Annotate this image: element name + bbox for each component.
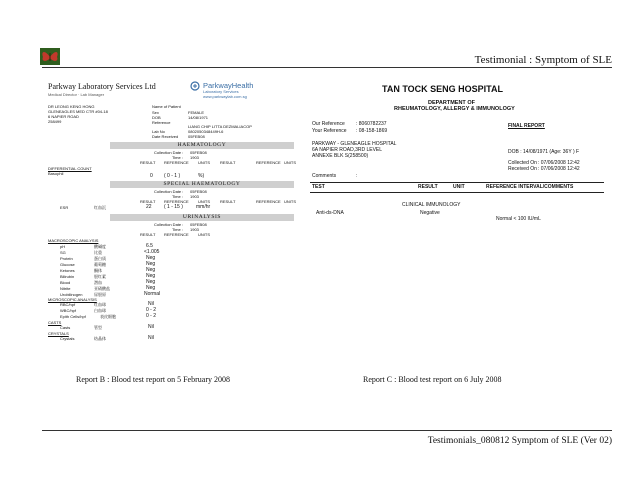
parkway-brand-sub: Laboratory Services bbox=[203, 89, 239, 94]
address-line: PARKWAY - GLENEAGLE HOSPITAL bbox=[312, 141, 397, 147]
micro-row-label: WBC/hpf bbox=[60, 308, 77, 313]
urine-row-value: Neg bbox=[146, 255, 156, 261]
test-result: Negative bbox=[420, 210, 440, 216]
macroscopic-label: MACROSCOPIC ANALYSIS bbox=[48, 238, 99, 243]
doctor-line: GLENEAGLES MED CTR #04-18 bbox=[48, 109, 108, 114]
haematology-header: HAEMATOLOGY bbox=[110, 142, 294, 149]
butterfly-icon bbox=[40, 48, 60, 65]
test-reference: Normal < 100 IU/mL bbox=[496, 216, 541, 222]
crystals-value: Nil bbox=[148, 335, 154, 341]
urine-row-value: Neg bbox=[146, 279, 156, 285]
basophil-unit: %) bbox=[198, 173, 205, 179]
crystals-label: CRYSTALS bbox=[48, 331, 69, 336]
patient-label: Date Received bbox=[152, 134, 179, 139]
column-header: TEST bbox=[312, 184, 325, 190]
lab-name: Parkway Laboratory Services Ltd bbox=[48, 82, 156, 91]
comments-value: : bbox=[356, 173, 358, 179]
patient-dob: DOB : 14/08/1971 (Age: 36Y ) F bbox=[508, 149, 580, 155]
patient-label: Reference bbox=[152, 120, 171, 125]
basophil-range: ( 0 - 1 ) bbox=[164, 173, 181, 179]
parkway-brand: ParkwayHealth bbox=[203, 81, 254, 90]
patient-label: Name of Patient bbox=[152, 104, 181, 109]
patient-label: DOB bbox=[152, 115, 161, 120]
basophil-value: 0 bbox=[150, 173, 153, 179]
urinalysis-header: URINALYSIS bbox=[110, 214, 294, 221]
urine-row-label: Blood bbox=[60, 280, 71, 285]
microscopic-label: MICROSCOPIC ANALYSIS bbox=[48, 297, 97, 302]
section-title: CLINICAL IMMUNOLOGY bbox=[402, 202, 461, 208]
esr-cn-label: 红血沉 bbox=[94, 205, 106, 210]
urine-row-value: 6.5 bbox=[146, 243, 153, 249]
patient-ref: 0802050348449H-6 bbox=[188, 129, 224, 134]
urine-row-label: pH bbox=[60, 244, 66, 249]
parkway-logo-icon bbox=[190, 81, 200, 91]
micro-row-value: 0 - 2 bbox=[146, 307, 157, 313]
header-divider bbox=[42, 67, 612, 68]
micro-row-label: Epith Cells/hpf bbox=[60, 314, 86, 319]
special-haematology-header: SPECIAL HAEMATOLOGY bbox=[110, 181, 294, 188]
report-c-image: TAN TOCK SENG HOSPITAL DEPARTMENT OF RHEUMATOLOGY, ALLERGY & IMMUNOLOGY Our Reference : 8060782237 Your Reference : 08-158-1869 FINAL REPORT PARKWAY - GLENEAGLE HOSPITAL 6A NAPIER ROAD,3RD LEVEL ANNEXE BLK S(258500) DOB : 14/08/1971 (Age: 36Y ) F Collected On : 07/06/2008 12:42 Received On : 07/06/2008 12:42 Comments : TEST RESULT UNIT REFERENCE INTERVAL/COMMENTS CLINICAL IMMUNOLOGY Anti-ds-DNA Negative Normal < 100 IU/mL bbox=[308, 77, 608, 345]
our-reference: : 8060782237 bbox=[356, 121, 387, 127]
patient-sex: FEMALE bbox=[188, 110, 205, 115]
column-header: UNIT bbox=[453, 184, 465, 190]
page-footer: Testimonials_080812 Symptom of SLE (Ver 02) bbox=[427, 436, 612, 446]
column-header: REFERENCE INTERVAL/COMMENTS bbox=[486, 184, 574, 190]
differential-count-label: DIFFERENTIAL COUNT bbox=[48, 166, 92, 171]
patient-ref: LIANG CHIP LITTA DEZMALIACOP bbox=[188, 124, 252, 129]
esr-range: ( 1 - 15 ) bbox=[164, 204, 183, 210]
page-header-title: Testimonial : Symptom of SLE bbox=[474, 54, 612, 66]
esr-value: 22 bbox=[146, 204, 152, 210]
urine-row-label: Urobilinogen bbox=[60, 292, 83, 297]
urine-row-value: Neg bbox=[146, 285, 156, 291]
doctor-line: 258499 bbox=[48, 119, 62, 124]
urine-row-value: Neg bbox=[146, 273, 156, 279]
report-c-caption: Report C : Blood test report on 6 July 2008 bbox=[363, 375, 502, 384]
urine-row-value: Neg bbox=[146, 261, 156, 267]
column-header: RESULT bbox=[418, 184, 438, 190]
parkway-url: www.parkwaylab.com.sg bbox=[203, 94, 247, 99]
hospital-name: TAN TOCK SENG HOSPITAL bbox=[382, 84, 504, 94]
casts-label: CASTS bbox=[48, 320, 62, 325]
patient-dob: 14/08/1971 bbox=[188, 115, 209, 120]
address-line: 6A NAPIER ROAD,3RD LEVEL bbox=[312, 147, 383, 153]
department-line2: RHEUMATOLOGY, ALLERGY & IMMUNOLOGY bbox=[394, 106, 515, 112]
urine-row-label: Bilirubin bbox=[60, 274, 75, 279]
esr-label: ESR bbox=[60, 205, 69, 210]
report-b-image: Parkway Laboratory Services Ltd Medical Director · Lab Manager ParkwayHealth Laboratory Services www.parkwaylab.com.sg DR LEONG KENG HONG GLENEAGLES MED CTR #04-18 6 NAPIER ROAD 258499 Name of Patient Sex DOB Reference Lab No Date Received FEMALE 14/08/1971 LIANG CHIP LITTA DEZMALIACOP 0802050348449H-6 05FEB08 HAEMATOLOGY Collection Date : 05FEB08 Time : 1903 RESULT REFERENCE UNITS RESULT REFERENCE UNITS DIFFERENTIAL COUNT Basophil 0 ( 0 - 1 ) %) SPECIAL HAEMATOLOGY Collection Date : 05FEB08 Time : 1903 RESULT REFERENCE UNITS RESULT REFERENCE UNITS ESR 红血沉 22 ( 1 - 15 ) mm/hr URINALYSIS Collection Date : 05FEB08 Time : 1903 RESULT REFERENCE UNITS MACROSCOPIC ANALYSIS pH 酸碱度 6.5 SG 比重 <1.005 Protein 蛋白质 Neg Glucose 葡萄糖 Neg Ketones 酮体 Neg Bilirubin 胆红素 Neg Blood 潜血 Neg Nitrite 亚硝酸盐 Neg Urobilinogen 尿胆原 Normal MICROSCOPIC ANALYSIS RBC/hpf 红血球 Nil WBC/hpf 白血球 0 - 2 Epith Cells/hpf 表皮细胞 0 - 2 CASTS Casts 管型 Nil CRYSTALS Crystals 结晶体 Nil bbox=[40, 77, 298, 345]
urine-row-label: Ketones bbox=[60, 268, 75, 273]
urine-row-value: Normal bbox=[144, 291, 161, 297]
address-line: ANNEXE BLK S(258500) bbox=[312, 153, 369, 159]
patient-label: Sex bbox=[152, 110, 159, 115]
collected-on: : 07/06/2008 12:42 bbox=[538, 160, 580, 166]
report-b-caption: Report B : Blood test report on 5 February 2008 bbox=[76, 375, 230, 384]
casts-value: Nil bbox=[148, 324, 154, 330]
urine-row-label: Protein bbox=[60, 256, 73, 261]
patient-label: Lab No bbox=[152, 129, 165, 134]
urine-row-label: Glucose bbox=[60, 262, 75, 267]
basophil-label: Basophil bbox=[48, 171, 64, 176]
urine-row-value: Neg bbox=[146, 267, 156, 273]
patient-ref: 05FEB08 bbox=[188, 134, 205, 139]
micro-row-value: 0 - 2 bbox=[146, 313, 157, 319]
urine-row-label: SG bbox=[60, 250, 66, 255]
micro-row-label: RBC/hpf bbox=[60, 302, 76, 307]
received-on: : 07/06/2008 12:42 bbox=[538, 166, 580, 172]
doctor-line: DR LEONG KENG HONG bbox=[48, 104, 95, 109]
esr-unit: mm/hr bbox=[196, 204, 211, 210]
footer-divider bbox=[42, 430, 612, 431]
doctor-line: 6 NAPIER ROAD bbox=[48, 114, 79, 119]
your-reference: : 08-158-1869 bbox=[356, 128, 388, 134]
department-line1: DEPARTMENT OF bbox=[428, 100, 475, 106]
final-report-label: FINAL REPORT bbox=[508, 123, 545, 129]
test-name: Anti-ds-DNA bbox=[316, 210, 344, 216]
urine-row-value: <1.005 bbox=[144, 249, 160, 255]
urine-row-label: Nitrite bbox=[60, 286, 71, 291]
micro-row-value: Nil bbox=[148, 301, 154, 307]
